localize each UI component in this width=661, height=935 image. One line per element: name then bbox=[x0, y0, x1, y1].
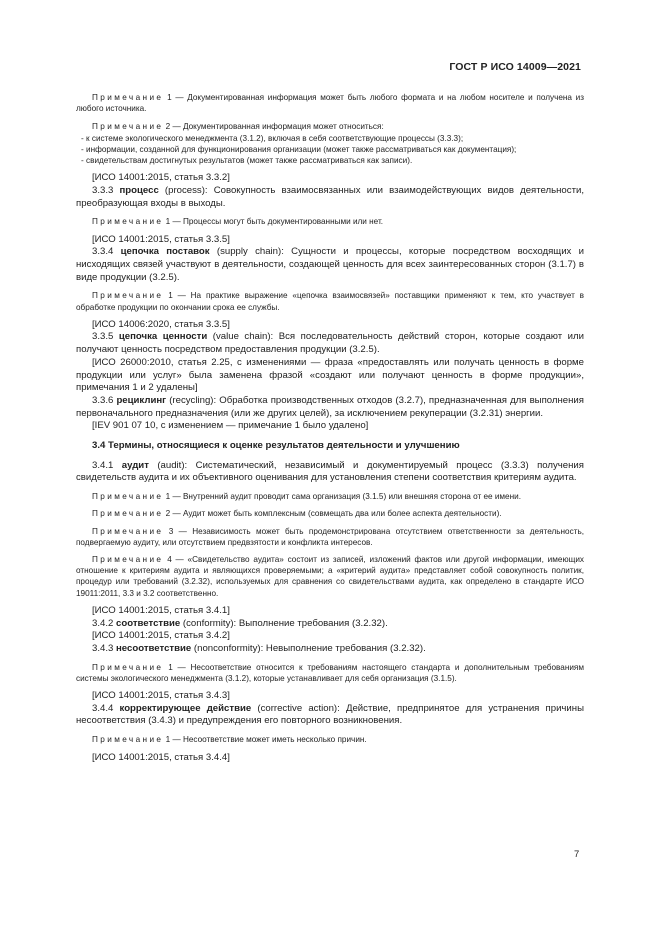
term-paragraph bbox=[76, 185, 584, 210]
note-paragraph bbox=[76, 734, 584, 745]
note-label: Примечание bbox=[92, 526, 164, 536]
text-run: (corrective action): Действие, предпринятое для устранения причины несоответствия (3.4.3) и предупреждения его повторного возникновения. bbox=[76, 702, 584, 727]
text-run: 3.4.3 bbox=[92, 642, 117, 654]
term-paragraph bbox=[76, 395, 584, 420]
text-run: 3.3.3 bbox=[92, 184, 120, 196]
note-label: Примечание bbox=[92, 122, 164, 132]
term-name: процесс bbox=[119, 184, 159, 196]
text-run: 3.3.4 bbox=[92, 246, 121, 258]
note-label: Примечание bbox=[92, 291, 164, 301]
note-paragraph bbox=[76, 144, 584, 155]
text-run: [ИСО 14001:2015, статья 3.4.4] bbox=[92, 752, 230, 764]
note-paragraph bbox=[76, 133, 584, 144]
text-run: [ИСО 14001:2015, статья 3.4.3] bbox=[92, 690, 230, 702]
term-paragraph bbox=[76, 703, 584, 728]
term-paragraph bbox=[76, 643, 584, 656]
term-name: рециклинг bbox=[116, 394, 167, 406]
text-run: [ИСО 14001:2015, статья 3.3.5] bbox=[92, 233, 230, 245]
note-paragraph bbox=[76, 216, 584, 227]
note-paragraph bbox=[76, 491, 584, 502]
text-run: [IEV 901 07 10, с изменением — примечание 1 было удалено] bbox=[92, 420, 369, 432]
standard-designation: ГОСТ Р ИСО 14009—2021 bbox=[449, 61, 581, 73]
note-paragraph bbox=[76, 121, 584, 132]
term-paragraph bbox=[76, 357, 584, 395]
text-run: 1 — Несоответствие относится к требованиям настоящего стандарта и дополнительным требованиям системы экологического менеджмента (3.1.2), которые устанавливает для себя организация (3.1.5). bbox=[76, 662, 584, 683]
term-paragraph bbox=[76, 690, 584, 703]
text-run: 1 — Несоответствие может иметь несколько причин. bbox=[165, 735, 367, 745]
term-paragraph bbox=[76, 234, 584, 247]
note-label: Примечание bbox=[92, 555, 164, 564]
term-name: аудит bbox=[121, 459, 149, 471]
note-label: Примечание bbox=[92, 662, 164, 672]
page-body bbox=[76, 92, 584, 765]
note-label: Примечание bbox=[92, 93, 164, 102]
text-run: - свидетельствам достигнутых результатов (может также рассматриваться как записи). bbox=[81, 156, 413, 166]
term-paragraph bbox=[76, 420, 584, 433]
text-run: [ИСО 26000:2010, статья 2.25, с изменениями — фраза «предоставлять или получать ценность в форме продукции или услуг» была заменена фразой «создают или получают ценность в форме продукции», примечания 1 и 2 удалены] bbox=[76, 356, 584, 394]
text-run: 3.4 Термины, относящиеся к оценке результатов деятельности и улучшению bbox=[92, 440, 460, 452]
text-run: (audit): Систематический, независимый и документируемый процесс (3.3.3) получения свидетельств аудита и их объективного оценивания для установления степени соответствия критериям аудита. bbox=[76, 459, 584, 484]
term-paragraph bbox=[76, 331, 584, 356]
text-run: [ИСО 14001:2015, статья 3.4.2] bbox=[92, 630, 230, 642]
text-run: [ИСО 14001:2015, статья 3.4.1] bbox=[92, 604, 230, 616]
text-run: 3.4.4 bbox=[92, 702, 120, 714]
note-paragraph bbox=[76, 155, 584, 166]
text-run: - информации, созданной для функционирования организации (может также рассматриваться как документация); bbox=[81, 144, 517, 154]
text-run: (process): Совокупность взаимосвязанных или взаимодействующих видов деятельности, преобразующая входы в выходы. bbox=[76, 184, 584, 209]
note-label: Примечание bbox=[92, 492, 164, 502]
text-run: 1 — На практике выражение «цепочка взаимосвязей» поставщики применяют к тем, кто участвует в обработке продукции по окончании срока ее службы. bbox=[76, 291, 585, 312]
note-paragraph bbox=[76, 508, 584, 519]
term-paragraph bbox=[76, 460, 584, 485]
text-run: [ИСО 14001:2015, статья 3.3.2] bbox=[92, 172, 230, 184]
text-run: 1 — Внутренний аудит проводит сама организация (3.1.5) или внешняя сторона от ее имени. bbox=[165, 492, 521, 502]
page-number: 7 bbox=[574, 849, 580, 860]
text-run: 3.3.5 bbox=[92, 331, 119, 343]
text-run: 3 — Независимость может быть продемонстрирована отсутствием ответственности за деятельность, подвергаемую аудиту, или отсутствием предвзятости и конфликта интересов. bbox=[76, 526, 584, 547]
text-run: 3.4.2 bbox=[92, 617, 117, 629]
term-paragraph bbox=[76, 605, 584, 618]
text-run: [ИСО 14006:2020, статья 3.3.5] bbox=[92, 318, 230, 330]
note-label: Примечание bbox=[92, 217, 164, 227]
text-run: 1 — Документированная информация может быть любого формата и на любом носителе и получена из любого источника. bbox=[76, 93, 584, 114]
text-run: 3.4.1 bbox=[92, 459, 122, 471]
text-run: (conformity): Выполнение требования (3.2.32). bbox=[180, 617, 388, 629]
text-run: 2 — Документированная информация может относиться: bbox=[165, 122, 384, 132]
term-paragraph bbox=[76, 319, 584, 332]
text-run: (nonconformity): Невыполнение требования (3.2.32). bbox=[191, 642, 426, 654]
note-label: Примечание bbox=[92, 509, 164, 519]
note-paragraph bbox=[76, 662, 584, 684]
term-paragraph bbox=[76, 752, 584, 765]
text-run: 4 — «Свидетельство аудита» состоит из записей, изложений фактов или другой информации, имеющих отношение к критериям аудита и являющихся проверяемыми; а «критерий аудита» представляет собой совокупность политик, процедур или требований (3.2.32), используемых для сравнения со свидетельствами аудита, как определено в стандарте ИСО 19011:2011, 3.3 и 3.2 соответственно. bbox=[76, 555, 584, 598]
text-run: (supply chain): Сущности и процессы, которые посредством восходящих и нисходящих связей участвуют в деятельности, создающей ценность для всех заинтересованных сторон (3.1.7) в виде продукции (3.2.5). bbox=[76, 246, 584, 283]
term-name: корректирующее действие bbox=[119, 702, 252, 714]
text-run: 1 — Процессы могут быть документированными или нет. bbox=[165, 217, 384, 227]
term-paragraph bbox=[76, 630, 584, 643]
text-run: 3.3.6 bbox=[92, 394, 117, 406]
term-name: цепочка поставок bbox=[120, 246, 210, 258]
term-paragraph bbox=[76, 618, 584, 631]
note-paragraph bbox=[76, 554, 584, 599]
note-paragraph bbox=[76, 290, 584, 312]
section-heading bbox=[76, 440, 584, 453]
text-run: (recycling): Обработка производственных отходов (3.2.7), предназначенная для выполнения первоначального предназначения (или же других целей), за исключением рекуперации (3.2.31) энергии. bbox=[76, 394, 584, 419]
note-paragraph bbox=[76, 92, 584, 114]
text-run: (value chain): Вся последовательность действий сторон, которые создают или получают ценность посредством предоставления продукции (3.2.5). bbox=[76, 331, 585, 356]
text-run: 2 — Аудит может быть комплексным (совмещать два или более аспекта деятельности). bbox=[165, 509, 502, 519]
text-run: - к системе экологического менеджмента (3.1.2), включая в себя соответствующие процессы (3.3.3); bbox=[81, 133, 464, 143]
note-paragraph bbox=[76, 526, 584, 548]
term-paragraph bbox=[76, 172, 584, 185]
term-name: несоответствие bbox=[116, 642, 192, 654]
term-paragraph bbox=[76, 246, 584, 284]
note-label: Примечание bbox=[92, 735, 164, 745]
term-name: цепочка ценности bbox=[118, 331, 208, 343]
term-name: соответствие bbox=[116, 617, 181, 629]
